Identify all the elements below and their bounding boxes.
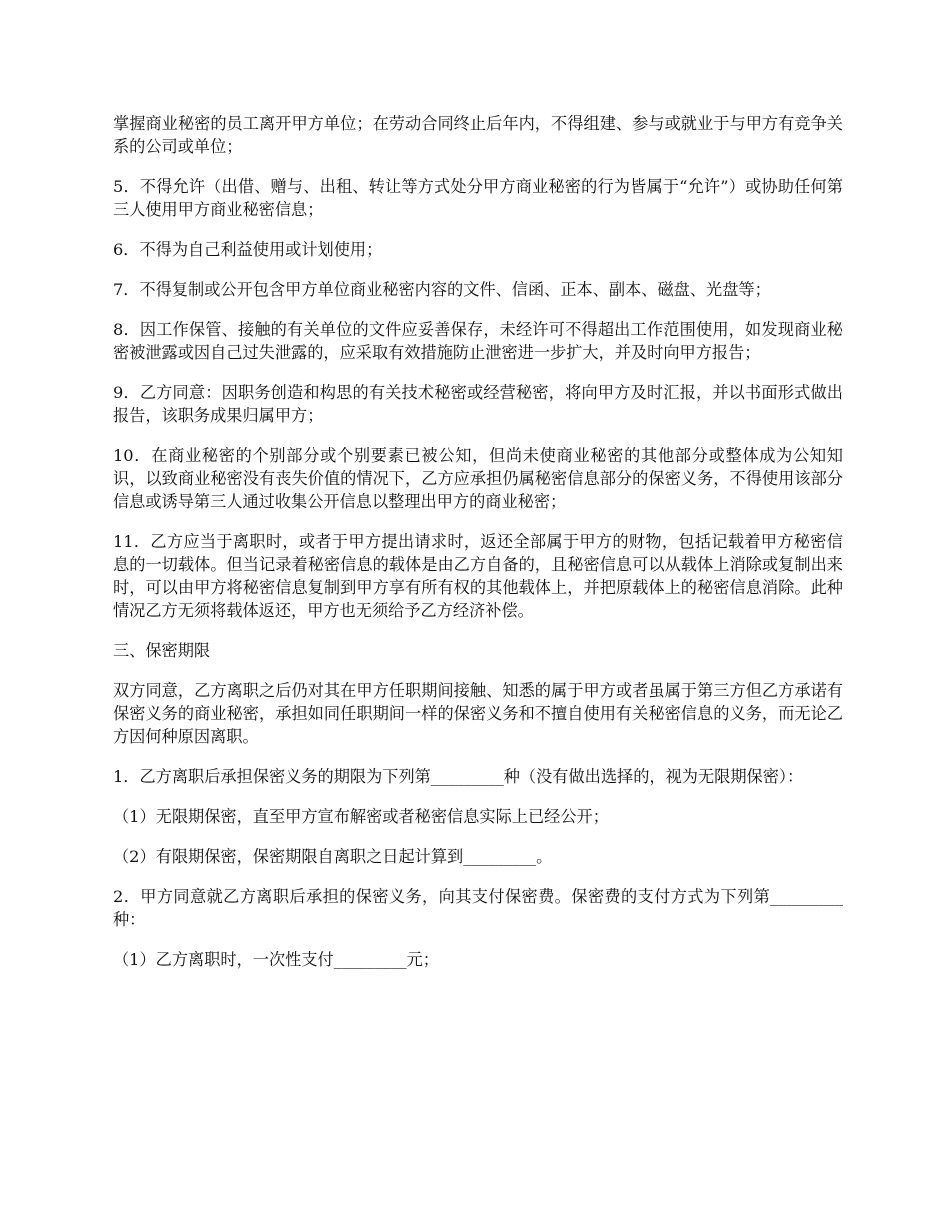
section-intro: 双方同意，乙方离职之后仍对其在甲方任职期间接触、知悉的属于甲方或者虽属于第三方但乙方承诺有保密义务的商业秘密，承担如同任职期间一样的保密义务和不擅自使用有关秘密信息的义务，而无论乙方因何种原因离职。 (113, 681, 843, 746)
clause-6: 6．不得为自己利益使用或计划使用； (113, 240, 383, 259)
clause-10: 10．在商业秘密的个别部分或个别要素已被公知，但尚未使商业秘密的其他部分或整体成为公知知识，以致商业秘密没有丧失价值的情况下，乙方应承担仍属秘密信息部分的保密义务，不得使用该部分信息或诱导第三人通过收集公开信息以整理出甲方的商业秘密； (113, 446, 843, 511)
clause-8: 8．因工作保管、接触的有关单位的文件应妥善保存，未经许可不得超出工作范围使用，如发现商业秘密被泄露或因自己过失泄露的，应采取有效措施防止泄密进一步扩大，并及时向甲方报告； (113, 320, 843, 362)
term-option-1: （1）无限期保密，直至甲方宣布解密或者秘密信息实际上已经公开； (113, 807, 609, 826)
paragraph-continuation: 掌握商业秘密的员工离开甲方单位；在劳动合同终止后年内，不得组建、参与或就业于与甲方有竞争关系的公司或单位； (113, 114, 843, 156)
section-heading-confidentiality-period: 三、保密期限 (113, 641, 211, 660)
fee-clause-2: 2．甲方同意就乙方离职后承担的保密义务，向其支付保密费。保密费的支付方式为下列第_________种： (113, 887, 843, 929)
term-clause-1: 1．乙方离职后承担保密义务的期限为下列第_________种（没有做出选择的，视为无限期保密）： (113, 767, 804, 786)
clause-7: 7．不得复制或公开包含甲方单位商业秘密内容的文件、信函、正本、副本、磁盘、光盘等； (113, 280, 771, 299)
clause-5: 5．不得允许（出借、赠与、出租、转让等方式处分甲方商业秘密的行为皆属于“允许”）或协助任何第三人使用甲方商业秘密信息； (113, 177, 843, 219)
fee-option-1: （1）乙方离职时，一次性支付_________元； (113, 950, 439, 969)
clause-9: 9．乙方同意：因职务创造和构思的有关技术秘密或经营秘密，将向甲方及时汇报，并以书面形式做出报告，该职务成果归属甲方； (113, 383, 843, 425)
clause-11: 11．乙方应当于离职时，或者于甲方提出请求时，返还全部属于甲方的财物，包括记载着甲方秘密信息的一切载体。但当记录着秘密信息的载体是由乙方自备的，且秘密信息可以从载体上消除或复制出来时，可以由甲方将秘密信息复制到甲方享有所有权的其他载体上，并把原载体上的秘密信息消除。此种情况乙方无须将载体返还，甲方也无须给予乙方经济补偿。 (113, 532, 843, 620)
document-page (113, 112, 843, 988)
term-option-2: （2）有限期保密，保密期限自离职之日起计算到_________。 (113, 847, 553, 866)
